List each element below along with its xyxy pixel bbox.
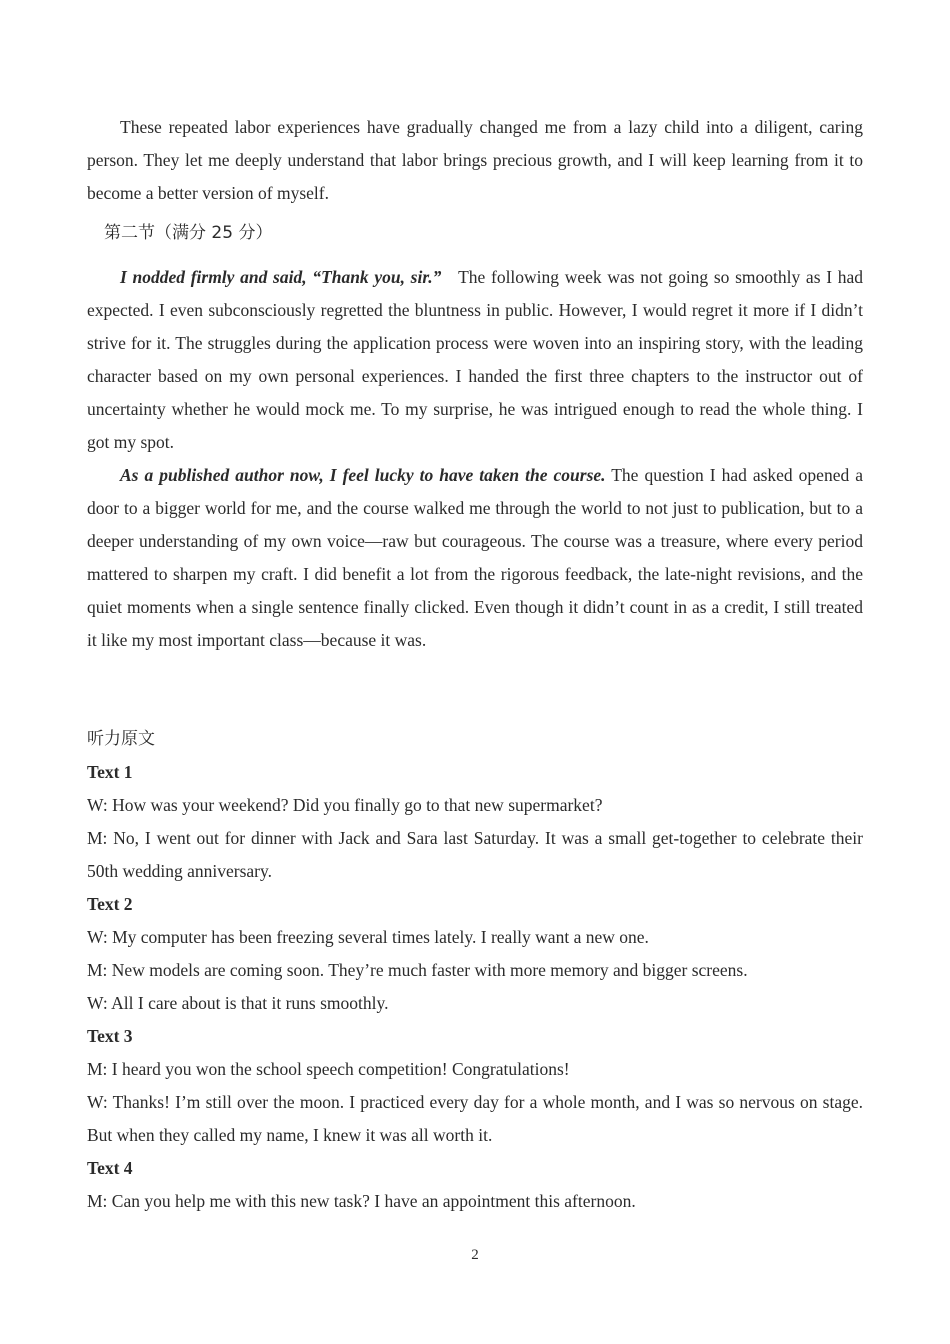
paragraph-2 bbox=[87, 261, 863, 459]
continuation-section bbox=[87, 261, 863, 657]
text-3-line-1: M: I heard you won the school speech competition! Congratulations! bbox=[87, 1059, 570, 1079]
page-number: 2 bbox=[471, 1247, 479, 1263]
paragraph-2-body: The following week was not going so smoothly as I had expected. I even subconsciously regretted the bluntness in public. However, I would regret it more if I didn’t strive for it. The struggles during the application process were woven into an inspiring story, with the leading character based on my own personal experiences. I handed the first three chapters to the instructor out of uncertainty whether he would mock me. To my surprise, he was intrigued enough to read the whole thing. I got my spot. bbox=[87, 267, 863, 452]
section-2-heading: 第二节（满分 25 分） bbox=[104, 223, 273, 243]
paragraph-3-lead: As a published author now, I feel lucky to have taken the course. bbox=[120, 465, 606, 485]
text-2-line-1: W: My computer has been freezing several times lately. I really want a new one. bbox=[87, 927, 649, 947]
listening-section bbox=[87, 723, 863, 1218]
text-2-line-3: W: All I care about is that it runs smoothly. bbox=[87, 993, 389, 1013]
text-3-title: Text 3 bbox=[87, 1026, 133, 1046]
paragraph-1: These repeated labor experiences have gradually changed me from a lazy child into a diligent, caring person. They let me deeply understand that labor brings precious growth, and I will keep learning from it to become a better version of myself. bbox=[87, 117, 863, 203]
listening-heading: 听力原文 bbox=[87, 729, 155, 749]
text-4-line-1: M: Can you help me with this new task? I have an appointment this afternoon. bbox=[87, 1191, 636, 1211]
paragraph-3-body: The question I had asked opened a door to a bigger world for me, and the course walked me through the world to not just to publication, but to a deeper understanding of my own voice—raw but courageous. The course was a treasure, where every period mattered to sharpen my craft. I did benefit a lot from the rigorous feedback, the late-night revisions, and the quiet moments when a single sentence finally clicked. Even though it didn’t count in as a credit, I still treated it like my most important class—because it was. bbox=[87, 465, 863, 650]
text-3-line-2: W: Thanks! I’m still over the moon. I practiced every day for a whole month, and I was so nervous on stage. But when they called my name, I knew it was all worth it. bbox=[87, 1092, 863, 1145]
essay-section bbox=[87, 111, 863, 210]
text-1-line-1: W: How was your weekend? Did you finally go to that new supermarket? bbox=[87, 795, 603, 815]
text-1-title: Text 1 bbox=[87, 762, 133, 782]
text-1-line-2: M: No, I went out for dinner with Jack and Sara last Saturday. It was a small get-together to celebrate their 50th wedding anniversary. bbox=[87, 828, 863, 881]
section-2-heading-wrap bbox=[104, 217, 880, 250]
paragraph-2-lead: I nodded firmly and said, “Thank you, sir.” bbox=[120, 267, 442, 287]
text-4-title: Text 4 bbox=[87, 1158, 133, 1178]
text-2-line-2: M: New models are coming soon. They’re much faster with more memory and bigger screens. bbox=[87, 960, 748, 980]
text-2-title: Text 2 bbox=[87, 894, 133, 914]
paragraph-3 bbox=[87, 459, 863, 657]
